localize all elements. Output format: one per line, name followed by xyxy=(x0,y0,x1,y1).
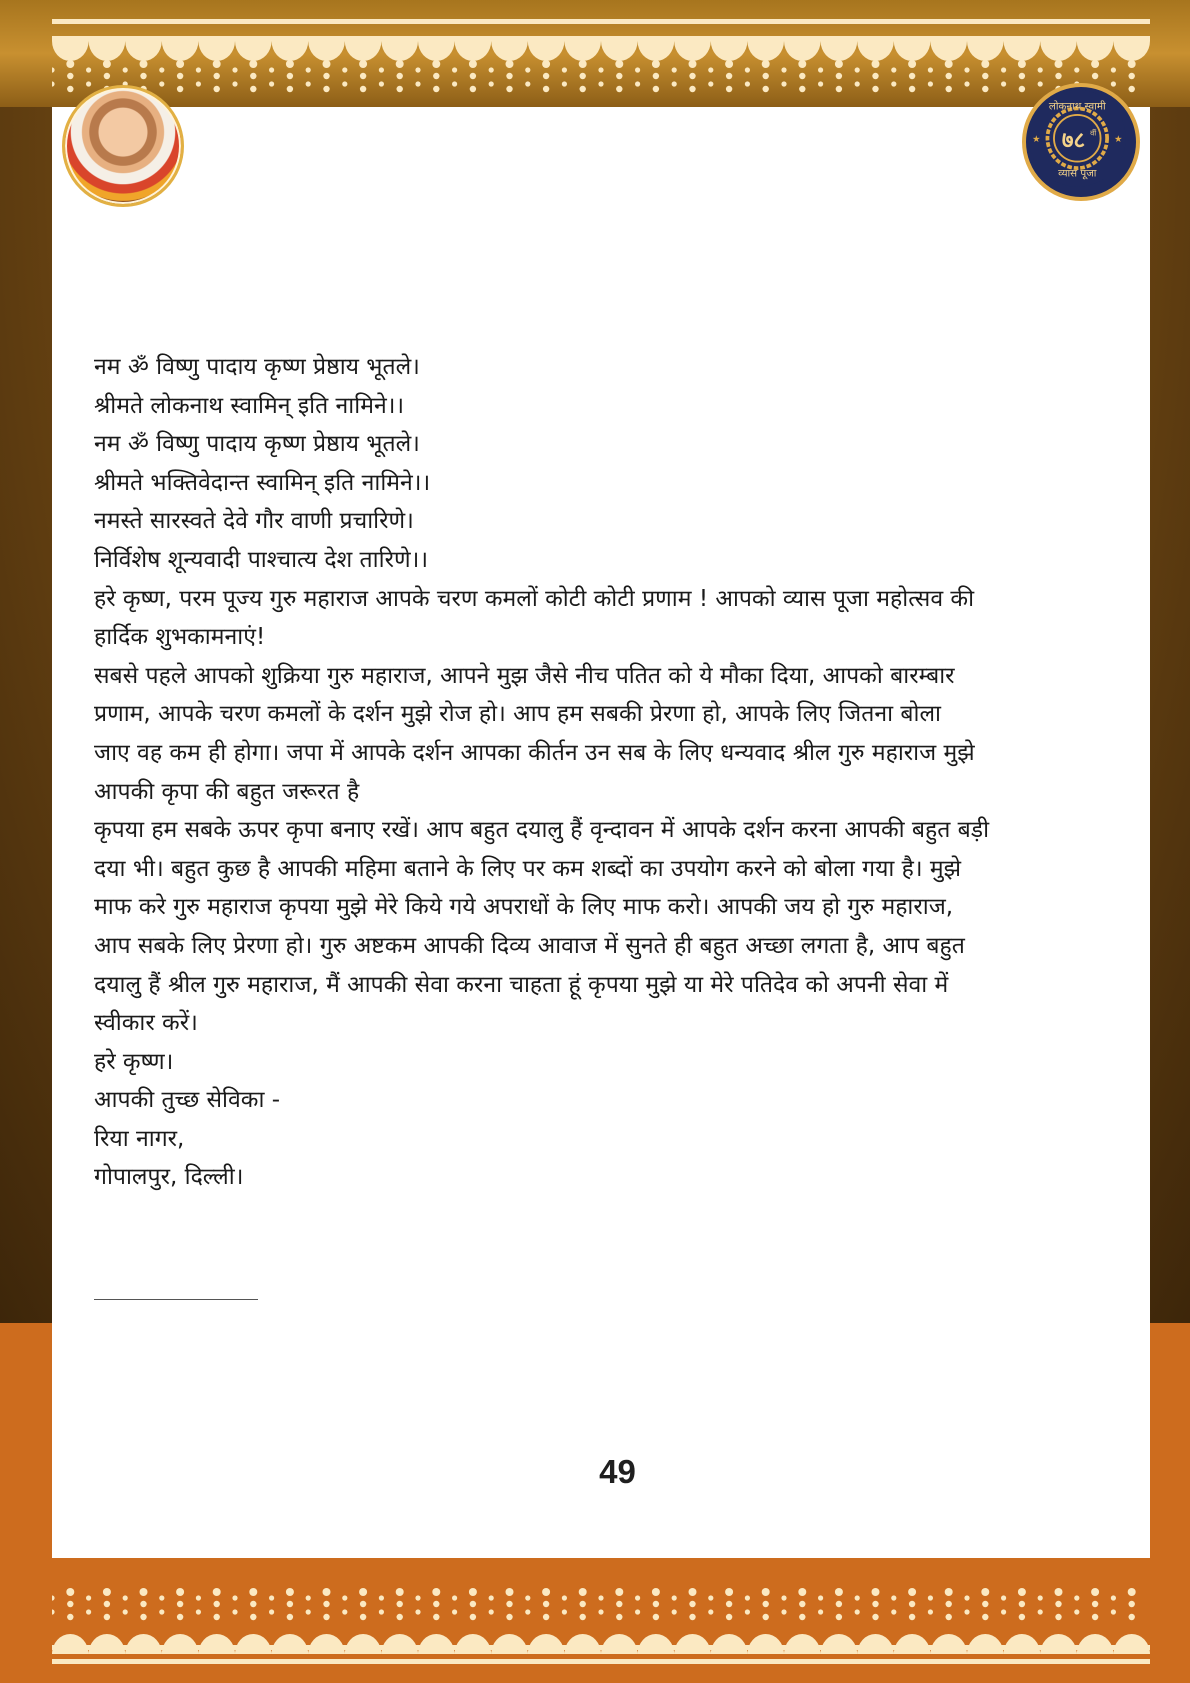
letter-line: दयालु हैं श्रील गुरु महाराज, मैं आपकी सेवा करना चाहता हूं कृपया मुझे या मेरे पतिदेव को अपनी सेवा में xyxy=(94,971,949,998)
letter-line: सबसे पहले आपको शुक्रिया गुरु महाराज, आपने मुझ जैसे नीच पतित को ये मौका दिया, आपको बारम्बार xyxy=(94,662,955,689)
star-icon: ★ xyxy=(1114,134,1123,145)
guru-portrait-image xyxy=(62,85,184,207)
signature-divider-line xyxy=(94,1299,258,1300)
letter-line: आपकी तुच्छ सेविका - xyxy=(94,1087,281,1114)
letter-line: नम ॐ विष्णु पादाय कृष्ण प्रेष्ठाय भूतले। xyxy=(94,431,420,458)
letter-line: आपकी कृपा की बहुत जरूरत है xyxy=(94,778,360,805)
vyasa-puja-seal-logo xyxy=(1022,83,1140,201)
star-icon: ★ xyxy=(1032,134,1041,145)
letter-line: माफ करे गुरु महाराज कृपया मुझे मेरे किये गये अपराधों के लिए माफ करो। आपकी जय हो गुरु महाराज, xyxy=(94,894,954,921)
top-border-rule xyxy=(52,19,1150,24)
letter-line: आप सबके लिए प्रेरणा हो। गुरु अष्टकम आपकी दिव्य आवाज में सुनते ही बहुत अच्छा लगता है, आप बहुत xyxy=(94,932,965,959)
seal-top-text: लोकनाथ स्वामी xyxy=(1048,100,1106,113)
letter-line: प्रणाम, आपके चरण कमलों के दर्शन मुझे रोज हो। आप हम सबकी प्रेरणा हो, आपके लिए जितना बोला xyxy=(94,701,942,728)
letter-line: श्रीमते लोकनाथ स्वामिन् इति नामिने।। xyxy=(94,392,405,419)
letter-line: हार्दिक शुभकामनाएं! xyxy=(94,624,266,651)
letter-line: हरे कृष्ण, परम पूज्य गुरु महाराज आपके चरण कमलों कोटी कोटी प्रणाम ! आपको व्यास पूजा महोत्सव की xyxy=(94,585,975,612)
bottom-border-rule xyxy=(52,1645,1150,1650)
seal-number: ७८ xyxy=(1061,127,1086,154)
letter-line: गोपालपुर, दिल्ली। xyxy=(94,1164,244,1191)
letter-line: हरे कृष्ण। xyxy=(94,1048,174,1075)
bottom-dot-border xyxy=(52,1584,1150,1628)
letter-line: कृपया हम सबके ऊपर कृपा बनाए रखें। आप बहुत दयालु हैं वृन्दावन में आपके दर्शन करना आपकी बहुत बड़ी xyxy=(94,817,990,844)
seal-bottom-text: व्यास पूजा xyxy=(1058,167,1097,180)
page-number: 49 xyxy=(599,1453,636,1490)
letter-line: नमस्ते सारस्वते देवे गौर वाणी प्रचारिणे। xyxy=(94,508,414,535)
bottom-scallop-border xyxy=(52,1628,1150,1654)
seal-superscript: वीं xyxy=(1090,128,1097,138)
letter-line: नम ॐ विष्णु पादाय कृष्ण प्रेष्ठाय भूतले। xyxy=(94,354,420,380)
top-dot-border xyxy=(52,56,1150,100)
letter-line: दया भी। बहुत कुछ है आपकी महिमा बताने के लिए पर कम शब्दों का उपयोग करने को बोला गया है। मुझे xyxy=(94,855,962,882)
letter-line: जाए वह कम ही होगा। जपा में आपके दर्शन आपका कीर्तन उन सब के लिए धन्यवाद श्रील गुरु महाराज मुझे xyxy=(94,739,975,766)
bottom-border-rule-2 xyxy=(52,1659,1150,1664)
letter-line: निर्विशेष शून्यवादी पाश्चात्य देश तारिणे।। xyxy=(94,546,429,573)
letter-line: रिया नागर, xyxy=(94,1125,185,1152)
letter-body xyxy=(94,348,1094,1197)
letter-line: श्रीमते भक्तिवेदान्त स्वामिन् इति नामिने।। xyxy=(94,469,431,496)
letter-line: स्वीकार करें। xyxy=(94,1010,198,1037)
